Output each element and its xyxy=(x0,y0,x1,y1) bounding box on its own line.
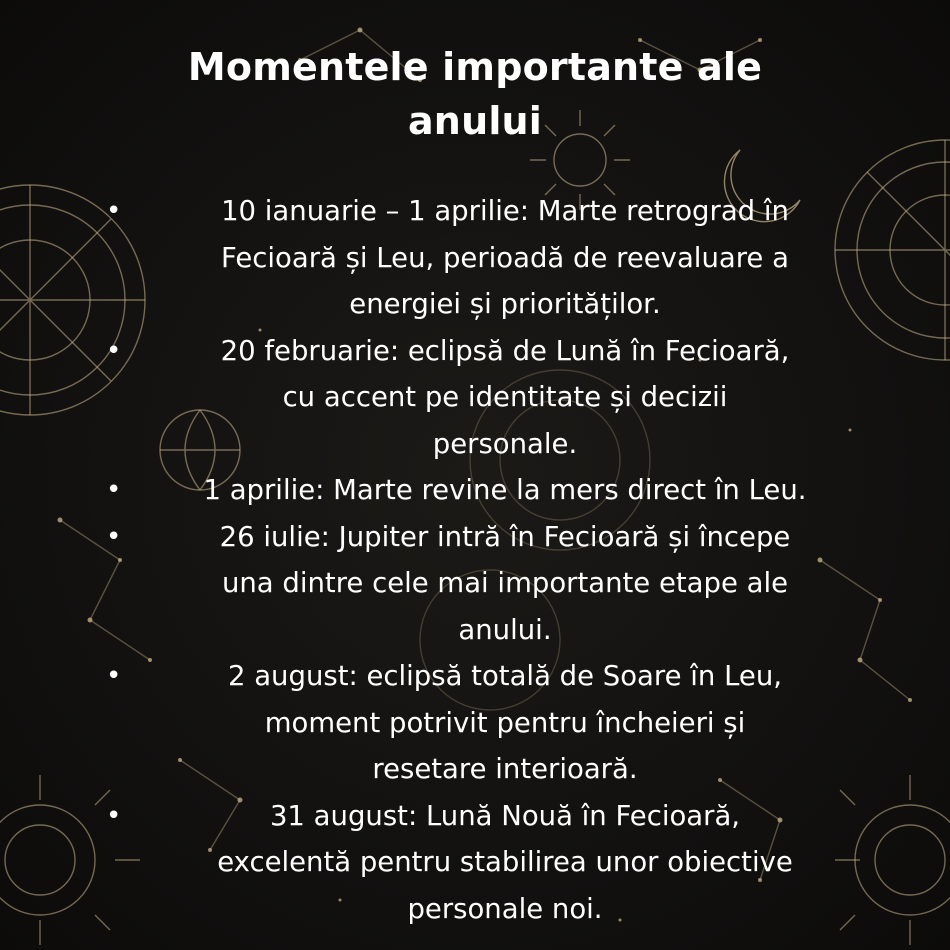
bullet-icon: • xyxy=(106,800,122,831)
page-title-line-1: Momentele importante ale xyxy=(187,45,763,89)
bullet-icon: • xyxy=(106,475,122,505)
list-item xyxy=(100,793,870,933)
bullet-icon: • xyxy=(106,335,122,366)
bullet-icon: • xyxy=(106,661,122,691)
event-text: 2 august: eclipsă totală de Soare în Leu, moment potrivit pentru încheieri și resetare interioară. xyxy=(227,660,783,785)
list-item xyxy=(100,653,870,793)
event-text: 10 ianuarie – 1 aprilie: Marte retrograd în Fecioară și Leu, perioadă de reevaluare a energiei și priorităților. xyxy=(221,195,789,320)
bullet-icon: • xyxy=(106,521,122,552)
list-item xyxy=(100,467,870,514)
list-item xyxy=(100,514,870,654)
event-text: 1 aprilie: Marte revine la mers direct în Leu. xyxy=(203,474,807,506)
bullet-icon: • xyxy=(106,196,122,226)
event-text: 26 iulie: Jupiter intră în Fecioară și începe una dintre cele mai importante etape ale anului. xyxy=(219,520,791,646)
events-list xyxy=(100,188,870,932)
list-item xyxy=(100,188,870,328)
page-title xyxy=(0,40,950,148)
list-item xyxy=(100,328,870,468)
event-text: 20 februarie: eclipsă de Lună în Fecioară, cu accent pe identitate și decizii personale. xyxy=(220,334,790,460)
page-title-line-2: anului xyxy=(407,99,543,143)
event-text: 31 august: Lună Nouă în Fecioară, excelentă pentru stabilirea unor obiective personale noi. xyxy=(217,799,793,925)
